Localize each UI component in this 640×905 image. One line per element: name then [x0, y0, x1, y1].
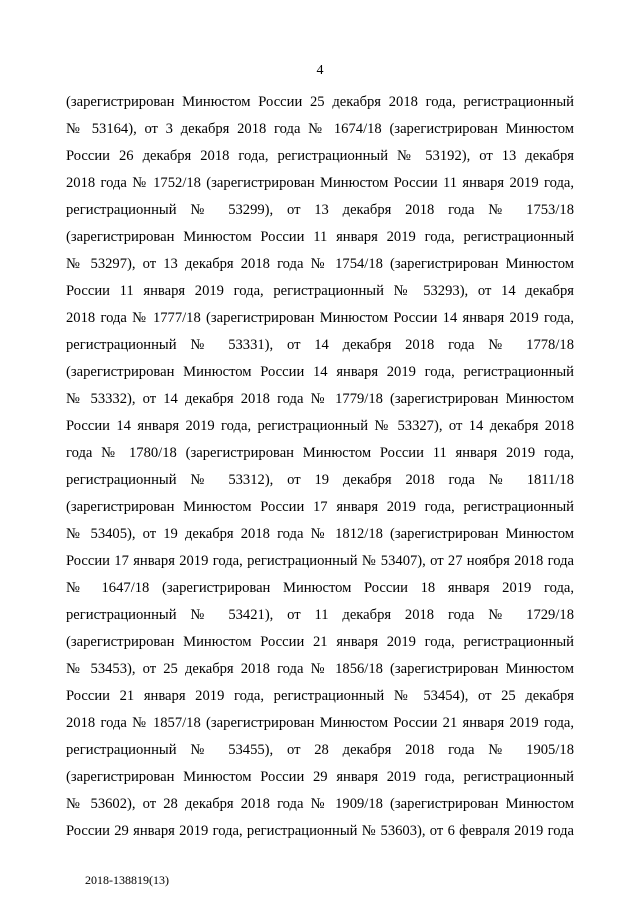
text-line: (зарегистрирован Минюстом России 29 января 2019 года, регистрационный [66, 769, 574, 785]
text-line: России 14 января 2019 года, регистрационный № 53327), от 14 декабря 2018 [66, 418, 574, 434]
text-line: регистрационный № 53331), от 14 декабря 2018 года № 1778/18 [66, 337, 574, 353]
text-line: России 21 января 2019 года, регистрационный № 53454), от 25 декабря [66, 688, 574, 704]
text-line: России 26 декабря 2018 года, регистрационный № 53192), от 13 декабря [66, 148, 574, 164]
text-line: 2018 года № 1857/18 (зарегистрирован Минюстом России 21 января 2019 года, [66, 715, 574, 731]
text-line: регистрационный № 53312), от 19 декабря 2018 года № 1811/18 [66, 472, 574, 488]
text-line: № 53453), от 25 декабря 2018 года № 1856/18 (зарегистрирован Минюстом [66, 661, 574, 677]
text-line: (зарегистрирован Минюстом России 14 января 2019 года, регистрационный [66, 364, 574, 380]
text-line: года № 1780/18 (зарегистрирован Минюстом России 11 января 2019 года, [66, 445, 574, 461]
text-line: России 17 января 2019 года, регистрационный № 53407), от 27 ноября 2018 года [66, 553, 574, 569]
body-text [66, 89, 574, 845]
text-line: (зарегистрирован Минюстом России 25 декабря 2018 года, регистрационный [66, 94, 574, 110]
text-line: 2018 года № 1777/18 (зарегистрирован Минюстом России 14 января 2019 года, [66, 310, 574, 326]
text-line: № 53164), от 3 декабря 2018 года № 1674/18 (зарегистрирован Минюстом [66, 121, 574, 137]
text-line: № 53602), от 28 декабря 2018 года № 1909/18 (зарегистрирован Минюстом [66, 796, 574, 812]
page-number: 4 [316, 63, 324, 78]
text-line: № 53405), от 19 декабря 2018 года № 1812/18 (зарегистрирован Минюстом [66, 526, 574, 542]
text-line: № 53332), от 14 декабря 2018 года № 1779/18 (зарегистрирован Минюстом [66, 391, 574, 407]
document-code: 2018-138819(13) [85, 873, 169, 887]
text-line: 2018 года № 1752/18 (зарегистрирован Минюстом России 11 января 2019 года, [66, 175, 574, 191]
text-line: (зарегистрирован Минюстом России 17 января 2019 года, регистрационный [66, 499, 574, 515]
text-line: России 11 января 2019 года, регистрационный № 53293), от 14 декабря [66, 283, 574, 299]
text-line: (зарегистрирован Минюстом России 11 января 2019 года, регистрационный [66, 229, 574, 245]
text-line: № 1647/18 (зарегистрирован Минюстом России 18 января 2019 года, [66, 580, 574, 596]
text-line: № 53297), от 13 декабря 2018 года № 1754/18 (зарегистрирован Минюстом [66, 256, 574, 272]
text-line: (зарегистрирован Минюстом России 21 января 2019 года, регистрационный [66, 634, 574, 650]
text-line: регистрационный № 53299), от 13 декабря 2018 года № 1753/18 [66, 202, 574, 218]
text-line: регистрационный № 53455), от 28 декабря 2018 года № 1905/18 [66, 742, 574, 758]
text-line: регистрационный № 53421), от 11 декабря 2018 года № 1729/18 [66, 607, 574, 623]
text-line: России 29 января 2019 года, регистрационный № 53603), от 6 февраля 2019 года [66, 823, 574, 839]
